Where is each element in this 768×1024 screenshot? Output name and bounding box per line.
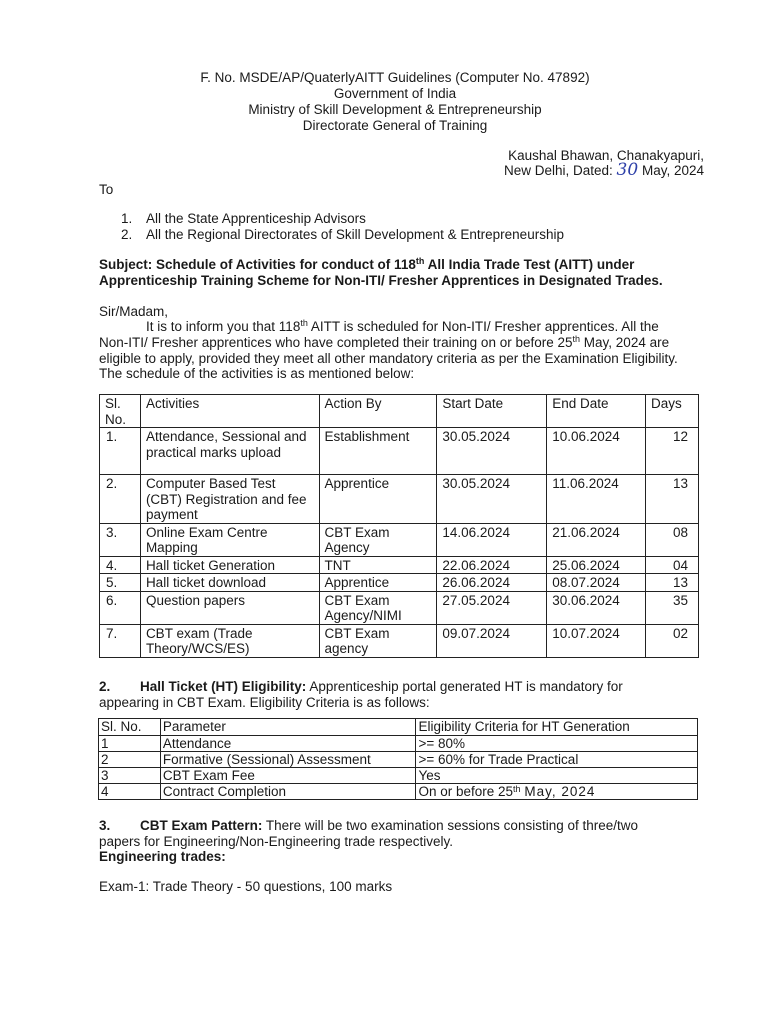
dated-prefix: New Delhi, Dated: [503,163,613,178]
table-row [99,768,698,784]
elig-criteria: On or before 25th May, 2024 [416,784,698,800]
elig-sl: 4 [99,784,161,800]
address-line: Kaushal Bhawan, Chanakyapuri, [508,148,704,163]
row-end: 10.06.2024 [547,428,646,475]
section-2-title: Hall Ticket (HT) Eligibility: [140,679,307,694]
dated-line [504,162,704,179]
row-days: 13 [646,574,699,592]
schedule-header-row [100,395,699,428]
row-activity: Attendance, Sessional and practical marks upload [140,428,319,475]
recipient-1: All the State Apprenticeship Advisors [146,211,366,226]
row-activity: Question papers [140,591,319,624]
row-activity: Hall ticket download [140,574,319,592]
elig-header-sl: Sl. No. [99,719,161,736]
engineering-trades-heading: Engineering trades: [99,849,226,864]
header-start-date: Start Date [437,395,547,428]
recipient-2: All the Regional Directorates of Skill Development & Entrepreneurship [146,227,564,242]
row-end: 25.06.2024 [547,556,646,574]
para-1-line-3: eligible to apply, provided they meet all other mandatory criteria as per the Examination Eligibility. [99,351,678,366]
para-1-line-1: It is to inform you that 118th AITT is scheduled for Non-ITI/ Fresher apprentices. All the [146,318,659,334]
table-row [100,428,699,475]
elig-sl: 1 [99,736,161,752]
subject-label: Subject: [99,257,153,272]
table-row [100,475,699,524]
subject-line-2: Apprenticeship Training Scheme for Non-ITI/ Fresher Apprentices in Designated Trades. [99,273,663,288]
row-activity: Online Exam Centre Mapping [140,523,319,556]
header-end-date: End Date [547,395,646,428]
row-days: 02 [646,624,699,657]
row-activity: CBT exam (Trade Theory/WCS/ES) [140,624,319,657]
row-start: 22.06.2024 [437,556,547,574]
schedule-table [99,394,699,658]
row-start: 09.07.2024 [437,624,547,657]
government-line: Government of India [333,86,457,101]
row-sl: 2. [100,475,141,524]
ministry-line: Ministry of Skill Development & Entrepreneurship [248,102,542,117]
elig-sl: 2 [99,752,161,768]
section-3-title: CBT Exam Pattern: [140,818,263,833]
elig-param: Contract Completion [160,784,416,800]
table-row [99,784,698,800]
row-start: 30.05.2024 [437,428,547,475]
recipient-2-num: 2. [121,227,133,242]
row-end: 08.07.2024 [547,574,646,592]
eligibility-header-row [99,719,698,736]
header-sl: Sl. No. [100,395,141,428]
elig-criteria: >= 80% [416,736,698,752]
row-start: 26.06.2024 [437,574,547,592]
row-action: CBT Exam agency [319,624,437,657]
handwritten-day: 30 [616,160,639,180]
section-3-line-1: 3. CBT Exam Pattern: There will be two examination sessions consisting of three/two [99,818,639,833]
row-sl: 4. [100,556,141,574]
dated-suffix: May, 2024 [641,163,704,178]
section-2-num: 2. [99,679,111,694]
table-row [99,736,698,752]
elig-param: Formative (Sessional) Assessment [160,752,416,768]
row-action: CBT Exam Agency/NIMI [319,591,437,624]
elig-header-param: Parameter [160,719,416,736]
elig-criteria: >= 60% for Trade Practical [416,752,698,768]
elig-header-criteria: Eligibility Criteria for HT Generation [416,719,698,736]
row-end: 21.06.2024 [547,523,646,556]
row-action: Establishment [319,428,437,475]
table-row [100,591,699,624]
row-action: Apprentice [319,574,437,592]
row-activity: Hall ticket Generation [140,556,319,574]
exam-1-line: Exam-1: Trade Theory - 50 questions, 100 marks [99,879,393,894]
table-row [100,574,699,592]
recipient-1-num: 1. [121,211,133,226]
row-action: CBT Exam Agency [319,523,437,556]
elig-criteria: Yes [416,768,698,784]
header-activities: Activities [140,395,319,428]
header-action-by: Action By [319,395,437,428]
row-sl: 6. [100,591,141,624]
para-1-line-4: The schedule of the activities is as mentioned below: [99,366,415,381]
table-row [100,624,699,657]
section-2-line-1: 2. Hall Ticket (HT) Eligibility: Apprenticeship portal generated HT is mandatory for [99,679,623,694]
table-row [99,752,698,768]
row-start: 14.06.2024 [437,523,547,556]
row-action: Apprentice [319,475,437,524]
row-days: 08 [646,523,699,556]
eligibility-table [98,718,698,800]
file-number: F. No. MSDE/AP/QuaterlyAITT Guidelines (Computer No. 47892) [200,70,590,85]
row-sl: 1. [100,428,141,475]
section-3-num: 3. [99,818,111,833]
para-1-line-2: Non-ITI/ Fresher apprentices who have completed their training on or before 25th May, 2024 are [99,334,670,350]
to-label: To [99,182,114,197]
row-action: TNT [319,556,437,574]
header-days: Days [646,395,699,428]
directorate-line: Directorate General of Training [302,118,488,133]
elig-param: CBT Exam Fee [160,768,416,784]
subject-line-1: Subject: Schedule of Activities for conduct of 118th All India Trade Test (AITT) under [99,256,635,272]
row-end: 30.06.2024 [547,591,646,624]
row-days: 04 [646,556,699,574]
row-end: 10.07.2024 [547,624,646,657]
table-row [100,523,699,556]
row-sl: 3. [100,523,141,556]
row-days: 12 [646,428,699,475]
table-row [100,556,699,574]
row-activity: Computer Based Test (CBT) Registration and fee payment [140,475,319,524]
elig-param: Attendance [160,736,416,752]
row-days: 35 [646,591,699,624]
salutation: Sir/Madam, [99,304,169,319]
section-2-line-2: appearing in CBT Exam. Eligibility Criteria is as follows: [99,695,430,710]
row-sl: 5. [100,574,141,592]
elig-sl: 3 [99,768,161,784]
row-end: 11.06.2024 [547,475,646,524]
row-sl: 7. [100,624,141,657]
row-start: 30.05.2024 [437,475,547,524]
row-days: 13 [646,475,699,524]
row-start: 27.05.2024 [437,591,547,624]
section-3-line-2: papers for Engineering/Non-Engineering trade respectively. [99,834,453,849]
